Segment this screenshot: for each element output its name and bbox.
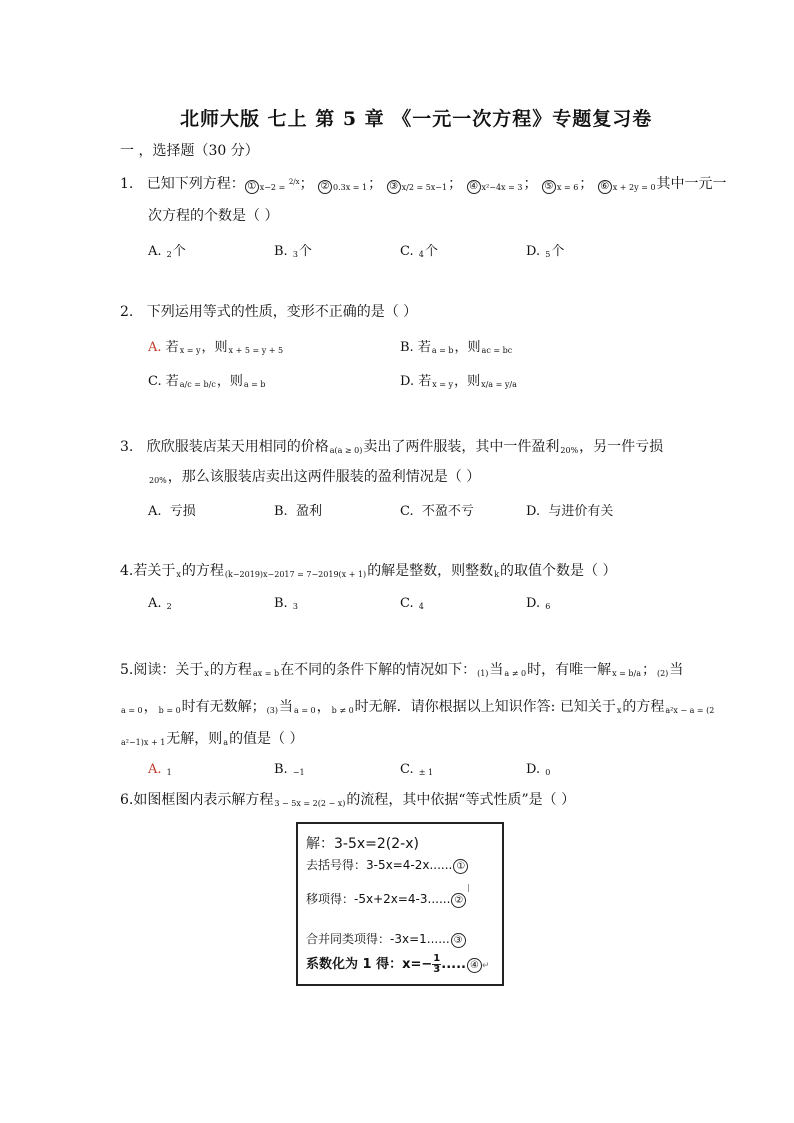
circled-6: ⑥ (598, 180, 612, 194)
section-heading: 一 ，选择题（30 分） (120, 143, 259, 159)
question-4-stem: 4.若关于x的方程(k−2019)x−2017 = 7−2019(x + 1)的解是整数，则整数k的取值个数是（ ） (120, 563, 617, 579)
question-1-line-1: 1. 已知下列方程： ① x−2 = $^{2/x}$； ② 0.3x = 1； ③ x/2 = 5x−1； ④ x²−4x = 3； ⑤ x = 6； ⑥ x + 2y = 0其中一元一 (120, 176, 727, 192)
question-5-line-1: 5.阅读：关于x的方程ax = b在不同的条件下解的情况如下：(1)当a ≠ 0时，有唯一解x = b/a；(2)当 (120, 662, 684, 678)
question-3-option-a: A. 亏损 (148, 504, 196, 519)
eq-2: 0.3x = 1 (333, 183, 368, 192)
question-1-option-c: C. 4个 (400, 244, 438, 259)
question-3-option-b: B. 盈利 (274, 504, 322, 519)
eq-1: x−2 = (259, 183, 288, 192)
flow-step-4: 系数化为 1 得：x=− $\frac{1}{3}$ ..... ④ ↵ (306, 953, 490, 975)
flow-step-3: 合并同类项得：-3x=1...... ③ (306, 930, 466, 948)
question-5-line-3: a²−1)x + 1无解，则a的值是（ ） (121, 731, 304, 747)
eq-6: x + 2y = 0 (612, 183, 656, 192)
eq-3: x/2 = 5x−1 (401, 183, 448, 192)
question-3-line-2: 20%，那么该服装店卖出这两件服装的盈利情况是（ ） (149, 469, 481, 485)
flow-step-2: 移项得：-5x+2x=4-3...... ② (306, 890, 466, 908)
question-1-option-a: A. 2个 (148, 244, 186, 259)
question-4-option-b: B. 3 (274, 596, 298, 611)
question-5-option-a: A. 1 (148, 762, 172, 777)
eq-5: x = 6 (556, 183, 579, 192)
circled-1: ① (245, 180, 259, 194)
question-1-number: 1. (120, 176, 134, 192)
cursor-mark (468, 884, 469, 892)
circled-3: ③ (387, 180, 401, 194)
eq-1-frac: 2/x (288, 178, 300, 186)
question-6-stem: 6.如图框图内表示解方程3 − 5x = 2(2 − x)的流程，其中依据“等式性质”是（ ） (120, 792, 576, 808)
circled-4: ④ (467, 180, 481, 194)
question-1-stem-end: 其中一元一 (656, 176, 727, 192)
flow-step-1: 去括号得：3-5x=4-2x...... ① (306, 856, 468, 874)
question-2-stem: 2. 下列运用等式的性质，变形不正确的是（ ） (120, 304, 418, 320)
question-5-option-c: C. ± 1 (400, 762, 434, 777)
question-1-option-d: D. 5个 (526, 244, 565, 259)
circled-2: ② (318, 180, 332, 194)
question-4-option-d: D. 6 (526, 596, 551, 611)
question-1-line-2: 次方程的个数是（ ） (148, 208, 279, 224)
solution-flow-box (296, 822, 504, 986)
question-4-option-a: A. 2 (148, 596, 172, 611)
question-3-option-d: D. 与进价有关 (526, 504, 614, 519)
eq-4: x²−4x = 3 (481, 183, 523, 192)
flow-equation: 解：3-5x=2(2-x) (306, 836, 419, 852)
question-5-option-b: B. −1 (274, 762, 305, 777)
question-4-option-c: C. 4 (400, 596, 424, 611)
page-title: 北师大版 七上 第 5 章 《一元一次方程》专题复习卷 (180, 108, 653, 130)
circled-5: ⑤ (542, 180, 556, 194)
question-2-option-a: A. 若x = y，则x + 5 = y + 5 (148, 340, 284, 355)
question-2-option-c: C. 若a/c = b/c，则a = b (148, 374, 266, 389)
question-2-option-b: B. 若a = b，则ac = bc (400, 340, 513, 355)
question-2-option-d: D. 若x = y，则x/a = y/a (400, 374, 517, 389)
question-1-stem: 已知下列方程： (146, 176, 245, 192)
question-5-option-d: D. 0 (526, 762, 551, 777)
question-5-line-2: a = 0，b = 0时有无数解；(3)当a = 0，b ≠ 0时无解．请你根据以上知识作答: 已知关于x的方程a²x − a = (2 (121, 699, 715, 715)
question-3-line-1: 3. 欣欣服装店某天用相同的价格a(a ≥ 0)卖出了两件服装，其中一件盈利20%，另一件亏损 (120, 439, 664, 455)
question-3-option-c: C. 不盈不亏 (400, 504, 474, 519)
question-1-option-b: B. 3个 (274, 244, 312, 259)
return-mark: ↵ (481, 961, 490, 971)
